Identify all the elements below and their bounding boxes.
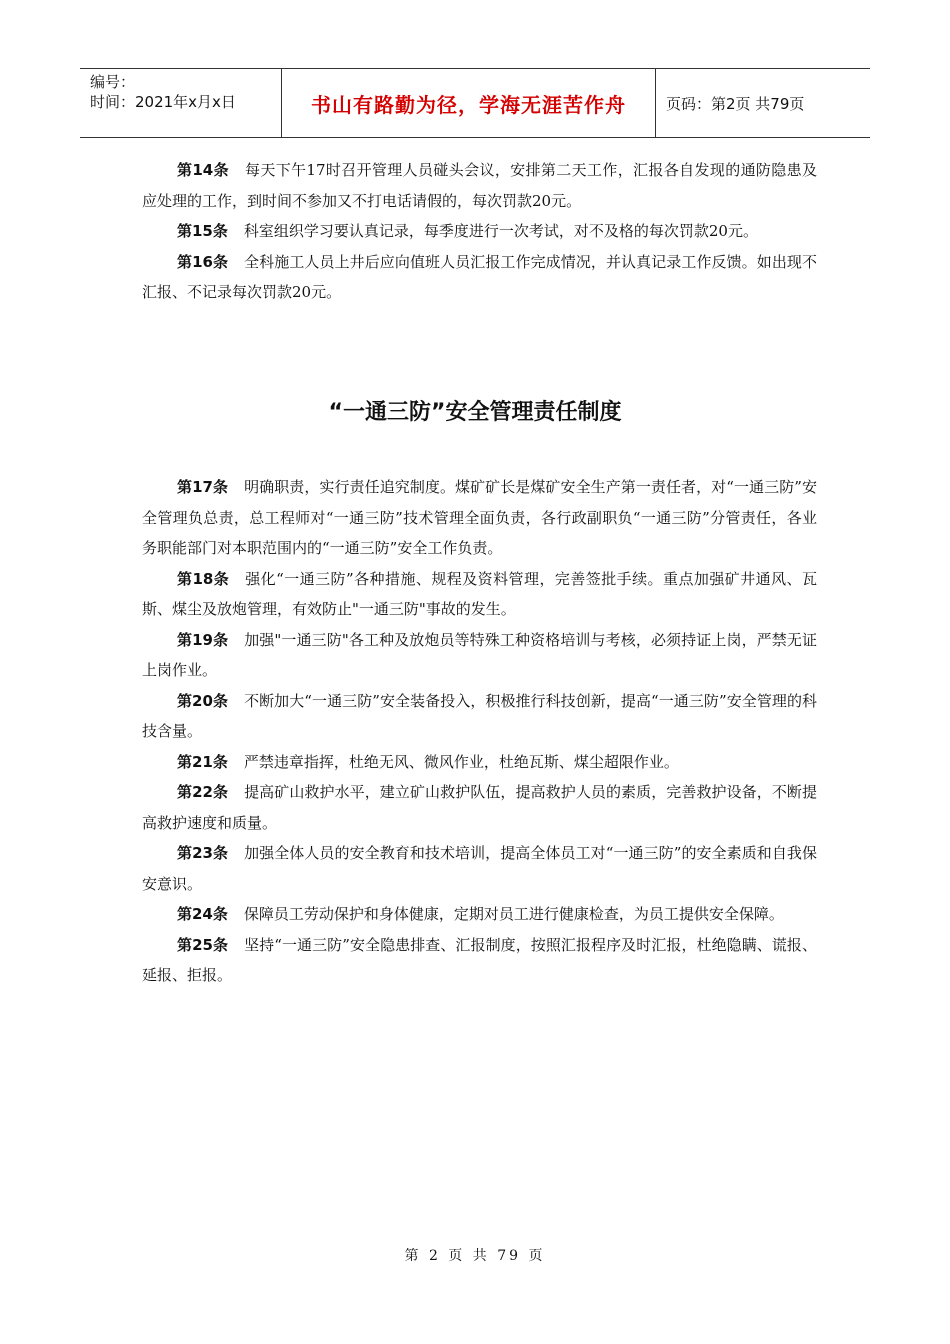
article-23 bbox=[142, 838, 817, 899]
article-text: 强化“一通三防”各种措施、规程及资料管理，完善签批手续。重点加强矿井通风、瓦斯、煤尘及放炮管理，有效防止"一通三防"事故的发生。 bbox=[142, 569, 818, 618]
article-number: 第21条 bbox=[177, 752, 228, 771]
article-number: 第22条 bbox=[177, 783, 229, 801]
header-motto: 书山有路勤为径，学海无涯苦作舟 bbox=[282, 69, 656, 137]
page-footer: 第 2 页 共 79 页 bbox=[404, 1248, 546, 1264]
article-text: 每天下午17时召开管理人员碰头会议，安排第二天工作，汇报各自发现的通防隐患及应处理的工作，到时间不参加又不打电话请假的，每次罚款20元。 bbox=[142, 161, 818, 210]
section-1-body bbox=[142, 155, 817, 308]
article-number: 第23条 bbox=[177, 844, 229, 862]
article-24 bbox=[142, 899, 817, 930]
article-number: 第15条 bbox=[177, 222, 228, 240]
section-2-body bbox=[142, 472, 817, 991]
article-text: 加强"一通三防"各工种及放炮员等特殊工种资格培训与考核，必须持证上岗，严禁无证上岗作业。 bbox=[142, 630, 818, 679]
article-14 bbox=[142, 155, 817, 216]
article-21 bbox=[142, 747, 817, 778]
header-meta bbox=[80, 69, 282, 137]
article-number: 第20条 bbox=[177, 691, 229, 710]
article-text: 全科施工人员上井后应向值班人员汇报工作完成情况，并认真记录工作反馈。如出现不汇报、不记录每次罚款20元。 bbox=[142, 252, 817, 301]
article-number: 第17条 bbox=[177, 478, 229, 496]
article-text: 坚持“一通三防”安全隐患排查、汇报制度，按照汇报程序及时汇报，杜绝隐瞒、谎报、延报、拒报。 bbox=[142, 935, 817, 984]
article-number: 第24条 bbox=[177, 905, 228, 923]
article-number: 第16条 bbox=[177, 252, 229, 271]
article-22 bbox=[142, 777, 817, 838]
article-20 bbox=[142, 686, 817, 747]
article-number: 第18条 bbox=[177, 569, 230, 588]
header-page-code: 页码：第2页 共79页 bbox=[666, 94, 805, 113]
document-number-label: 编号： bbox=[90, 73, 136, 91]
article-19 bbox=[142, 625, 817, 686]
article-15 bbox=[142, 216, 817, 247]
article-text: 明确职责，实行责任追究制度。煤矿矿长是煤矿安全生产第一责任者，对“一通三防”安全管理负总责，总工程师对“一通三防”技术管理全面负责，各行政副职负“一通三防”分管责任，各业务职能部门对本职范围内的“一通三防”安全工作负责。 bbox=[142, 478, 817, 557]
document-time-label: 时间：2021年x月x日 bbox=[90, 93, 236, 111]
article-text: 科室组织学习要认真记录，每季度进行一次考试，对不及格的每次罚款20元。 bbox=[243, 222, 758, 240]
article-16 bbox=[142, 247, 817, 308]
article-text: 严禁违章指挥，杜绝无风、微风作业，杜绝瓦斯、煤尘超限作业。 bbox=[243, 752, 679, 771]
article-number: 第19条 bbox=[177, 630, 229, 649]
article-text: 加强全体人员的安全教育和技术培训，提高全体员工对“一通三防”的安全素质和自我保安意识。 bbox=[142, 844, 817, 893]
article-text: 提高矿山救护水平，建立矿山救护队伍，提高救护人员的素质，完善救护设备，不断提高救护速度和质量。 bbox=[142, 783, 817, 832]
article-25 bbox=[142, 930, 817, 991]
article-17 bbox=[142, 472, 817, 564]
article-number: 第14条 bbox=[177, 161, 229, 179]
article-text: 保障员工劳动保护和身体健康，定期对员工进行健康检查，为员工提供安全保障。 bbox=[243, 905, 784, 923]
page-header bbox=[80, 68, 870, 138]
section-title: “一通三防”安全管理责任制度 bbox=[328, 400, 622, 425]
article-text: 不断加大“一通三防”安全装备投入，积极推行科技创新，提高“一通三防”安全管理的科技含量。 bbox=[142, 691, 818, 740]
article-18 bbox=[142, 564, 817, 625]
article-number: 第25条 bbox=[177, 935, 229, 954]
